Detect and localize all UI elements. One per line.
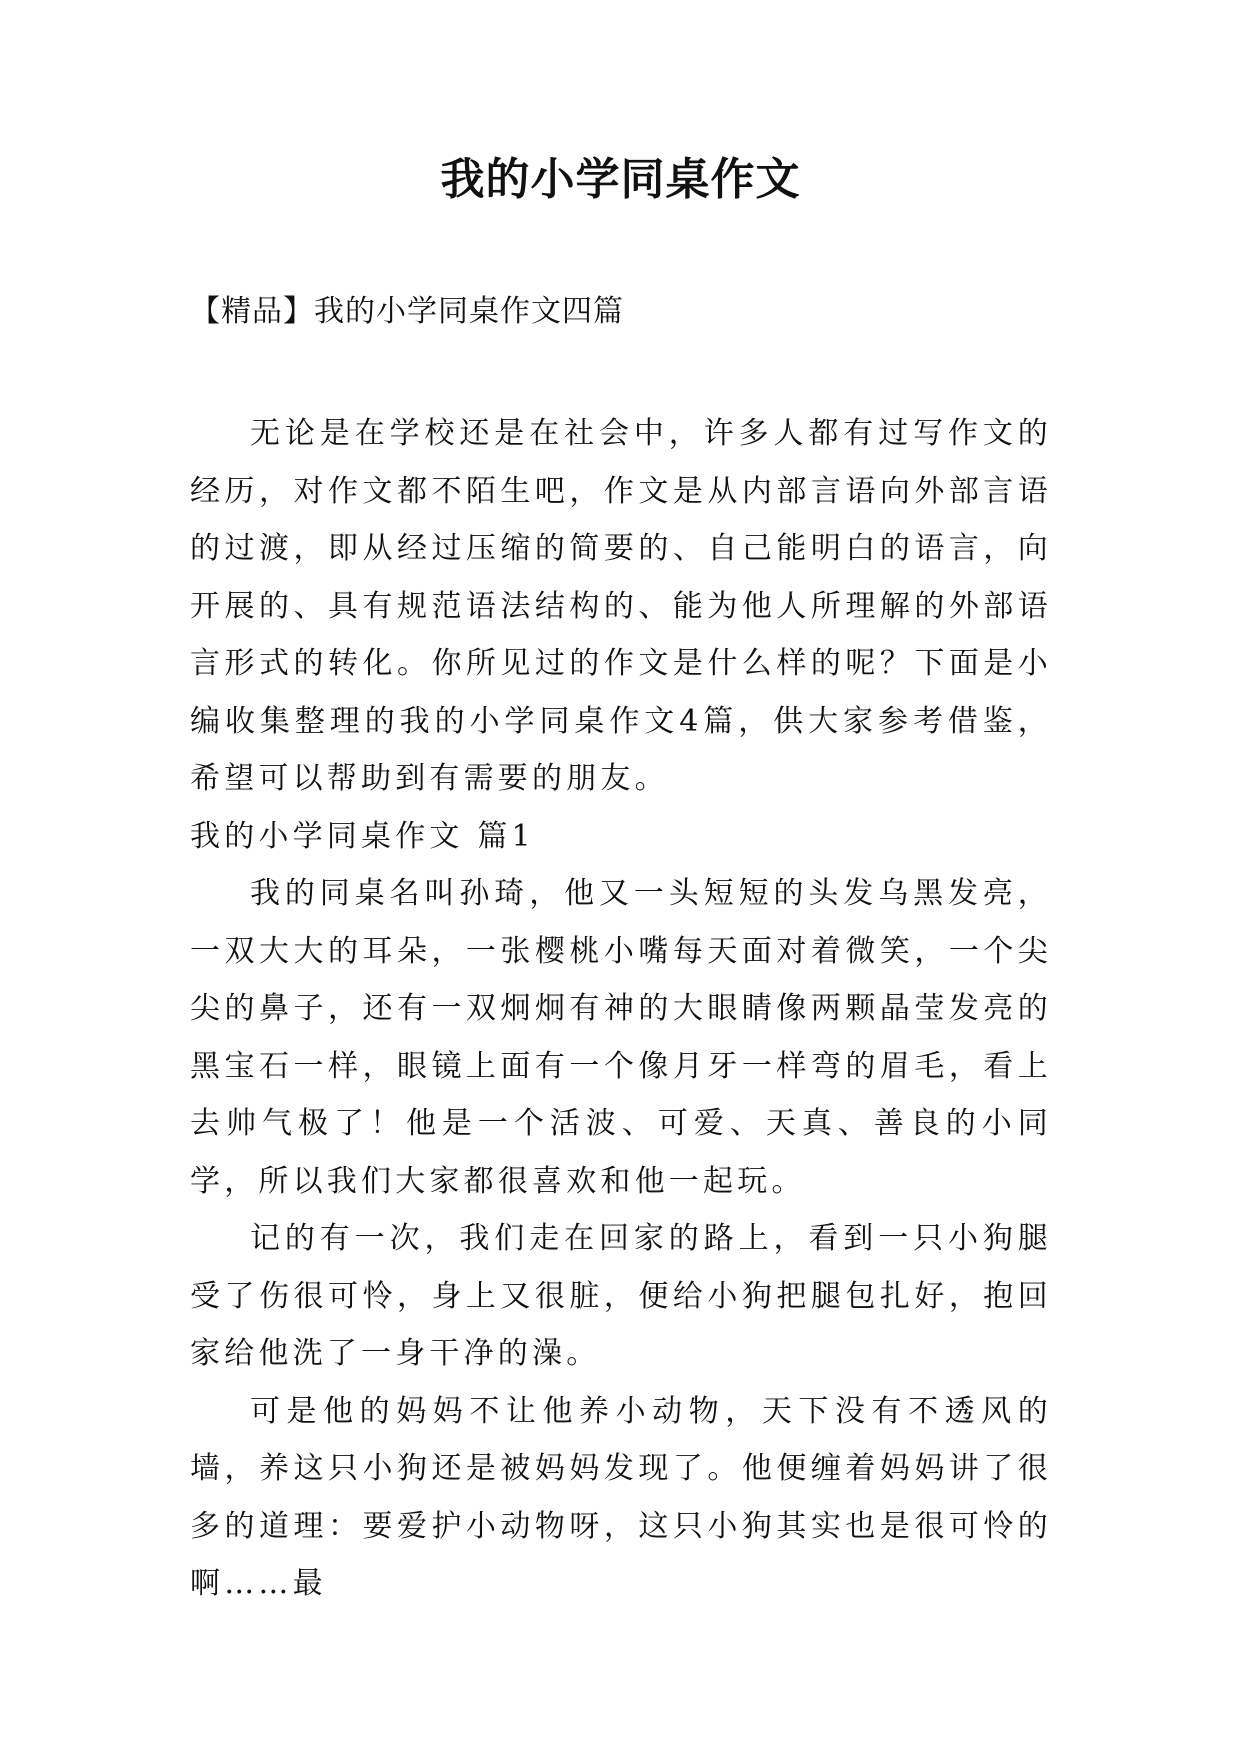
body-paragraph: 可是他的妈妈不让他养小动物，天下没有不透风的墙，养这只小狗还是被妈妈发现了。他便缠着妈妈讲了很多的道理：要爱护小动物呀，这只小狗其实也是很可怜的啊……最 bbox=[190, 1393, 1052, 1601]
document-title: 我的小学同桌作文 bbox=[440, 154, 801, 205]
section-heading: 我的小学同桌作文 篇1 bbox=[190, 818, 535, 854]
intro-paragraph: 无论是在学校还是在社会中，许多人都有过写作文的经历，对作文都不陌生吧，作文是从内部言语向外部言语的过渡，即从经过压缩的简要的、自己能明白的语言，向开展的、具有规范语法结构的、能为他人所理解的外部语言形式的转化。你所见过的作文是什么样的呢？下面是小编收集整理的我的小学同桌作文4篇，供大家参考借鉴，希望可以帮助到有需要的朋友。 bbox=[190, 416, 1052, 796]
body-paragraph: 记的有一次，我们走在回家的路上，看到一只小狗腿受了伤很可怜，身上又很脏，便给小狗把腿包扎好，抱回家给他洗了一身干净的澡。 bbox=[190, 1221, 1052, 1371]
document-subtitle: 【精品】我的小学同桌作文四篇 bbox=[190, 294, 624, 329]
document-body bbox=[190, 405, 1052, 1613]
body-paragraph: 我的同桌名叫孙琦，他又一头短短的头发乌黑发亮，一双大大的耳朵，一张樱桃小嘴每天面对着微笑，一个尖尖的鼻子，还有一双炯炯有神的大眼睛像两颗晶莹发亮的黑宝石一样，眼镜上面有一个像月牙一样弯的眉毛，看上去帅气极了！他是一个活波、可爱、天真、善良的小同学，所以我们大家都很喜欢和他一起玩。 bbox=[190, 876, 1052, 1199]
